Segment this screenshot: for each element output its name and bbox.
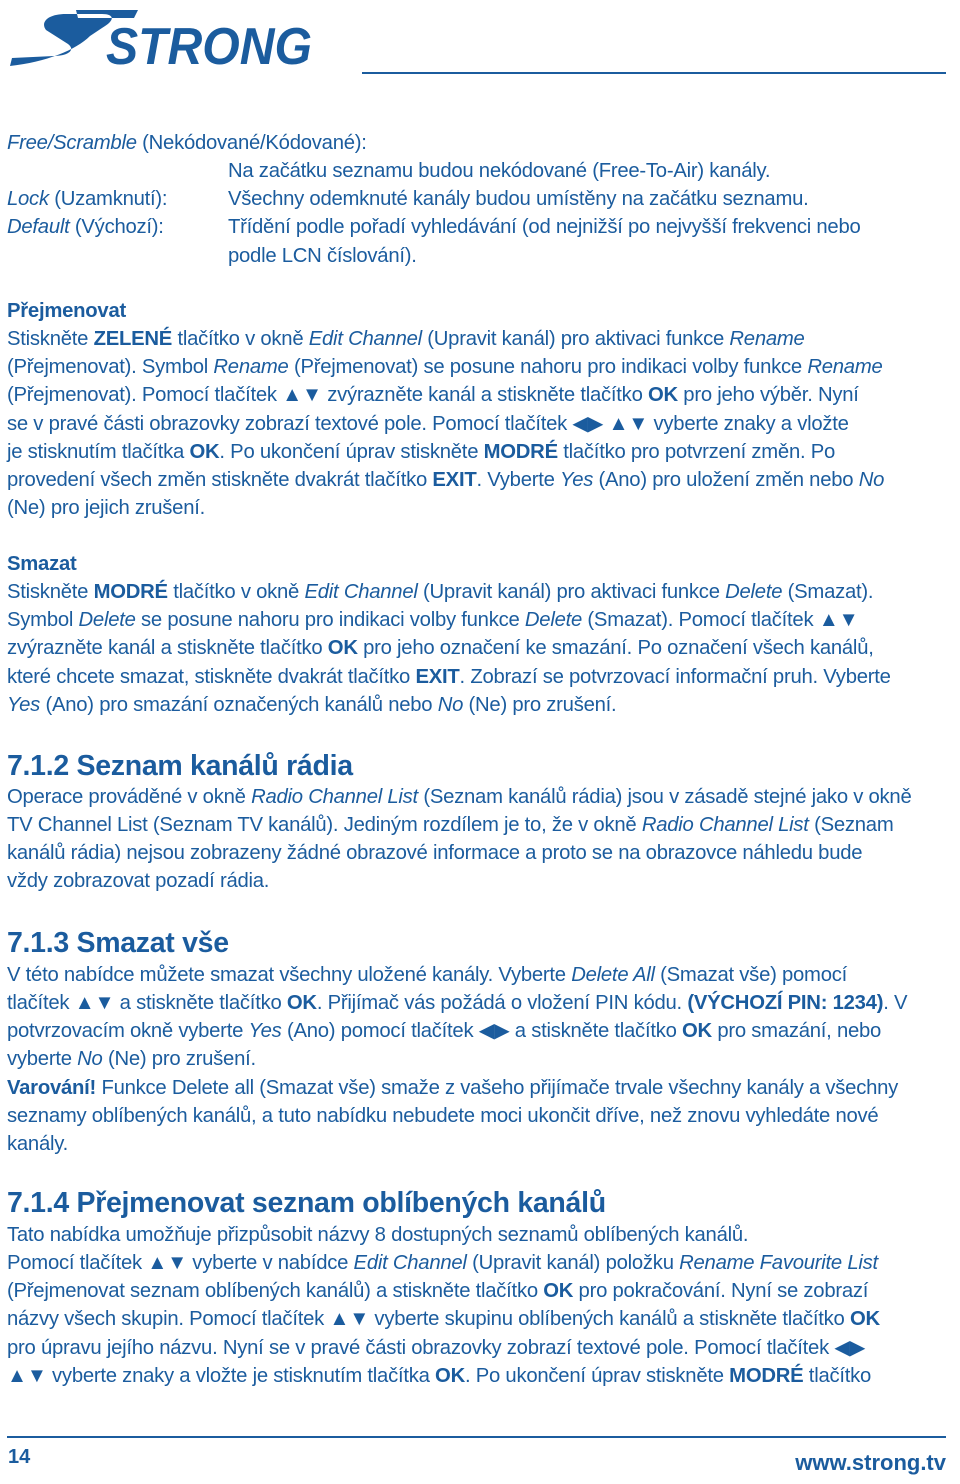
text-line: pro úpravu jejího názvu. Nyní se v pravé části obrazovky zobrazí textové pole. Pomocí tlačítek ◀▶ [7,1336,866,1359]
delete-all-heading: 7.1.3 Smazat vše [7,927,229,959]
text-line: V této nabídce můžete smazat všechny uložené kanály. Vyberte Delete All (Smazat vše) pomocí [7,964,848,986]
text-line: kanálů rádia) nejsou zobrazeny žádné obrazové informace a proto se na obrazovce náhledu bude [7,842,863,865]
sort-free-value: Na začátku seznamu budou nekódované (Free-To-Air) kanály. [228,160,771,183]
delete-all-section [7,961,942,1158]
text-line: seznamy oblíbených kanálů, a tuto nabídku nebudete moci ukončit dříve, než znovu vyhledáte nové [7,1104,879,1127]
sort-default-value: Třídění podle pořadí vyhledávání (od nejnižší po nejvyšší frekvenci nebo podle LCN číslování). [228,216,861,267]
text-line: (Přejmenovat). Pomocí tlačítek ▲▼ zvýrazněte kanál a stiskněte tlačítko OK pro jeho výběr. Nyní [7,384,859,407]
sort-lock-value: Všechny odemknuté kanály budou umístěny na začátku seznamu. [228,188,809,211]
text-line: vždy zobrazovat pozadí rádia. [7,870,270,893]
delete-body [7,578,942,719]
text-line: Stiskněte MODRÉ tlačítko v okně Edit Channel (Upravit kanál) pro aktivaci funkce Delete (Smazat). [7,581,874,604]
sort-options [7,129,942,270]
text-line: (Přejmenovat). Symbol Rename (Přejmenovat) se posune nahoru pro indikaci volby funkce Rename [7,356,883,379]
logo-wordmark: STRONG [106,18,312,70]
delete-section [7,550,942,719]
radio-list-body [7,783,942,896]
delete-heading: Smazat [7,553,77,575]
text-line: Operace prováděné v okně Radio Channel List (Seznam kanálů rádia) jsou v zásadě stejné jako v okně [7,786,912,808]
text-line: zvýrazněte kanál a stiskněte tlačítko OK pro jeho označení ke smazání. Po označení všech kanálů, [7,637,874,660]
text-line: se v pravé části obrazovky zobrazí textové pole. Pomocí tlačítek ◀▶ ▲▼ vyberte znaky a vložte [7,412,849,435]
text-line: (Ne) pro jejich zrušení. [7,497,206,520]
website-link[interactable]: www.strong.tv [795,1450,946,1475]
text-line: Symbol Delete se posune nahoru pro indikaci volby funkce Delete (Smazat). Pomocí tlačítek ▲▼ [7,609,859,632]
text-line: Tato nabídka umožňuje přizpůsobit názvy 8 dostupných seznamů oblíbených kanálů. [7,1224,749,1246]
header-rule [362,72,946,74]
radio-list-section [7,783,942,896]
sort-lock-label: Lock (Uzamknutí): [7,188,168,211]
text-line: Pomocí tlačítek ▲▼ vyberte v nabídce Edit Channel (Upravit kanál) položku Rename Favourite List [7,1252,878,1275]
rename-fav-heading: 7.1.4 Přejmenovat seznam oblíbených kanálů [7,1187,606,1219]
text-line: TV Channel List (Seznam TV kanálů). Jediným rozdílem je to, že v okně Radio Channel List (Seznam [7,814,894,837]
text-line: vyberte No (Ne) pro zrušení. [7,1048,256,1071]
text-line: je stisknutím tlačítka OK. Po ukončení úprav stiskněte MODRÉ tlačítko pro potvrzení změn. Po [7,440,836,463]
sort-lock-row [7,185,942,213]
text-line: které chcete smazat, stiskněte dvakrát tlačítko EXIT. Zobrazí se potvrzovací informační pruh. Vyberte [7,665,891,688]
strong-logo [6,6,316,70]
rename-body [7,325,942,522]
sort-default-label: Default (Výchozí): [7,216,164,239]
text-line: (Přejmenovat seznam oblíbených kanálů) a stiskněte tlačítko OK pro pokračování. Nyní se zobrazí [7,1280,869,1303]
sort-default-row [7,213,942,269]
text-line: ▲▼ vyberte znaky a vložte je stisknutím tlačítka OK. Po ukončení úprav stiskněte MODRÉ tlačítko [7,1364,872,1387]
rename-heading: Přejmenovat [7,300,126,322]
text-line: potvrzovacím okně vyberte Yes (Ano) pomocí tlačítek ◀▶ a stiskněte tlačítko OK pro smazání, nebo [7,1020,882,1043]
radio-list-heading: 7.1.2 Seznam kanálů rádia [7,750,353,782]
rename-fav-body [7,1221,942,1390]
sort-free-value-row [7,157,942,185]
sort-free-label: Free/Scramble (Nekódované/Kódované): [7,132,367,154]
page-number: 14 [8,1446,31,1468]
text-line: tlačítek ▲▼ a stiskněte tlačítko OK. Přijímač vás požádá o vložení PIN kódu. (VÝCHOZÍ PIN: 1234). V [7,992,908,1015]
text-line: provedení všech změn stiskněte dvakrát tlačítko EXIT. Vyberte Yes (Ano) pro uložení změn nebo No [7,468,885,491]
footer-rule [7,1436,946,1438]
text-line: názvy všech skupin. Pomocí tlačítek ▲▼ vyberte skupinu oblíbených kanálů a stiskněte tlačítko OK [7,1308,880,1331]
rename-section [7,297,942,522]
text-line: Stiskněte ZELENÉ tlačítko v okně Edit Channel (Upravit kanál) pro aktivaci funkce Rename [7,328,805,351]
rename-fav-section [7,1221,942,1390]
text-line: Varování! Funkce Delete all (Smazat vše) smaže z vašeho přijímače trvale všechny kanály a všechny [7,1076,899,1099]
text-line: kanály. [7,1132,69,1155]
delete-all-body [7,961,942,1158]
text-line: Yes (Ano) pro smazání označených kanálů nebo No (Ne) pro zrušení. [7,693,617,716]
